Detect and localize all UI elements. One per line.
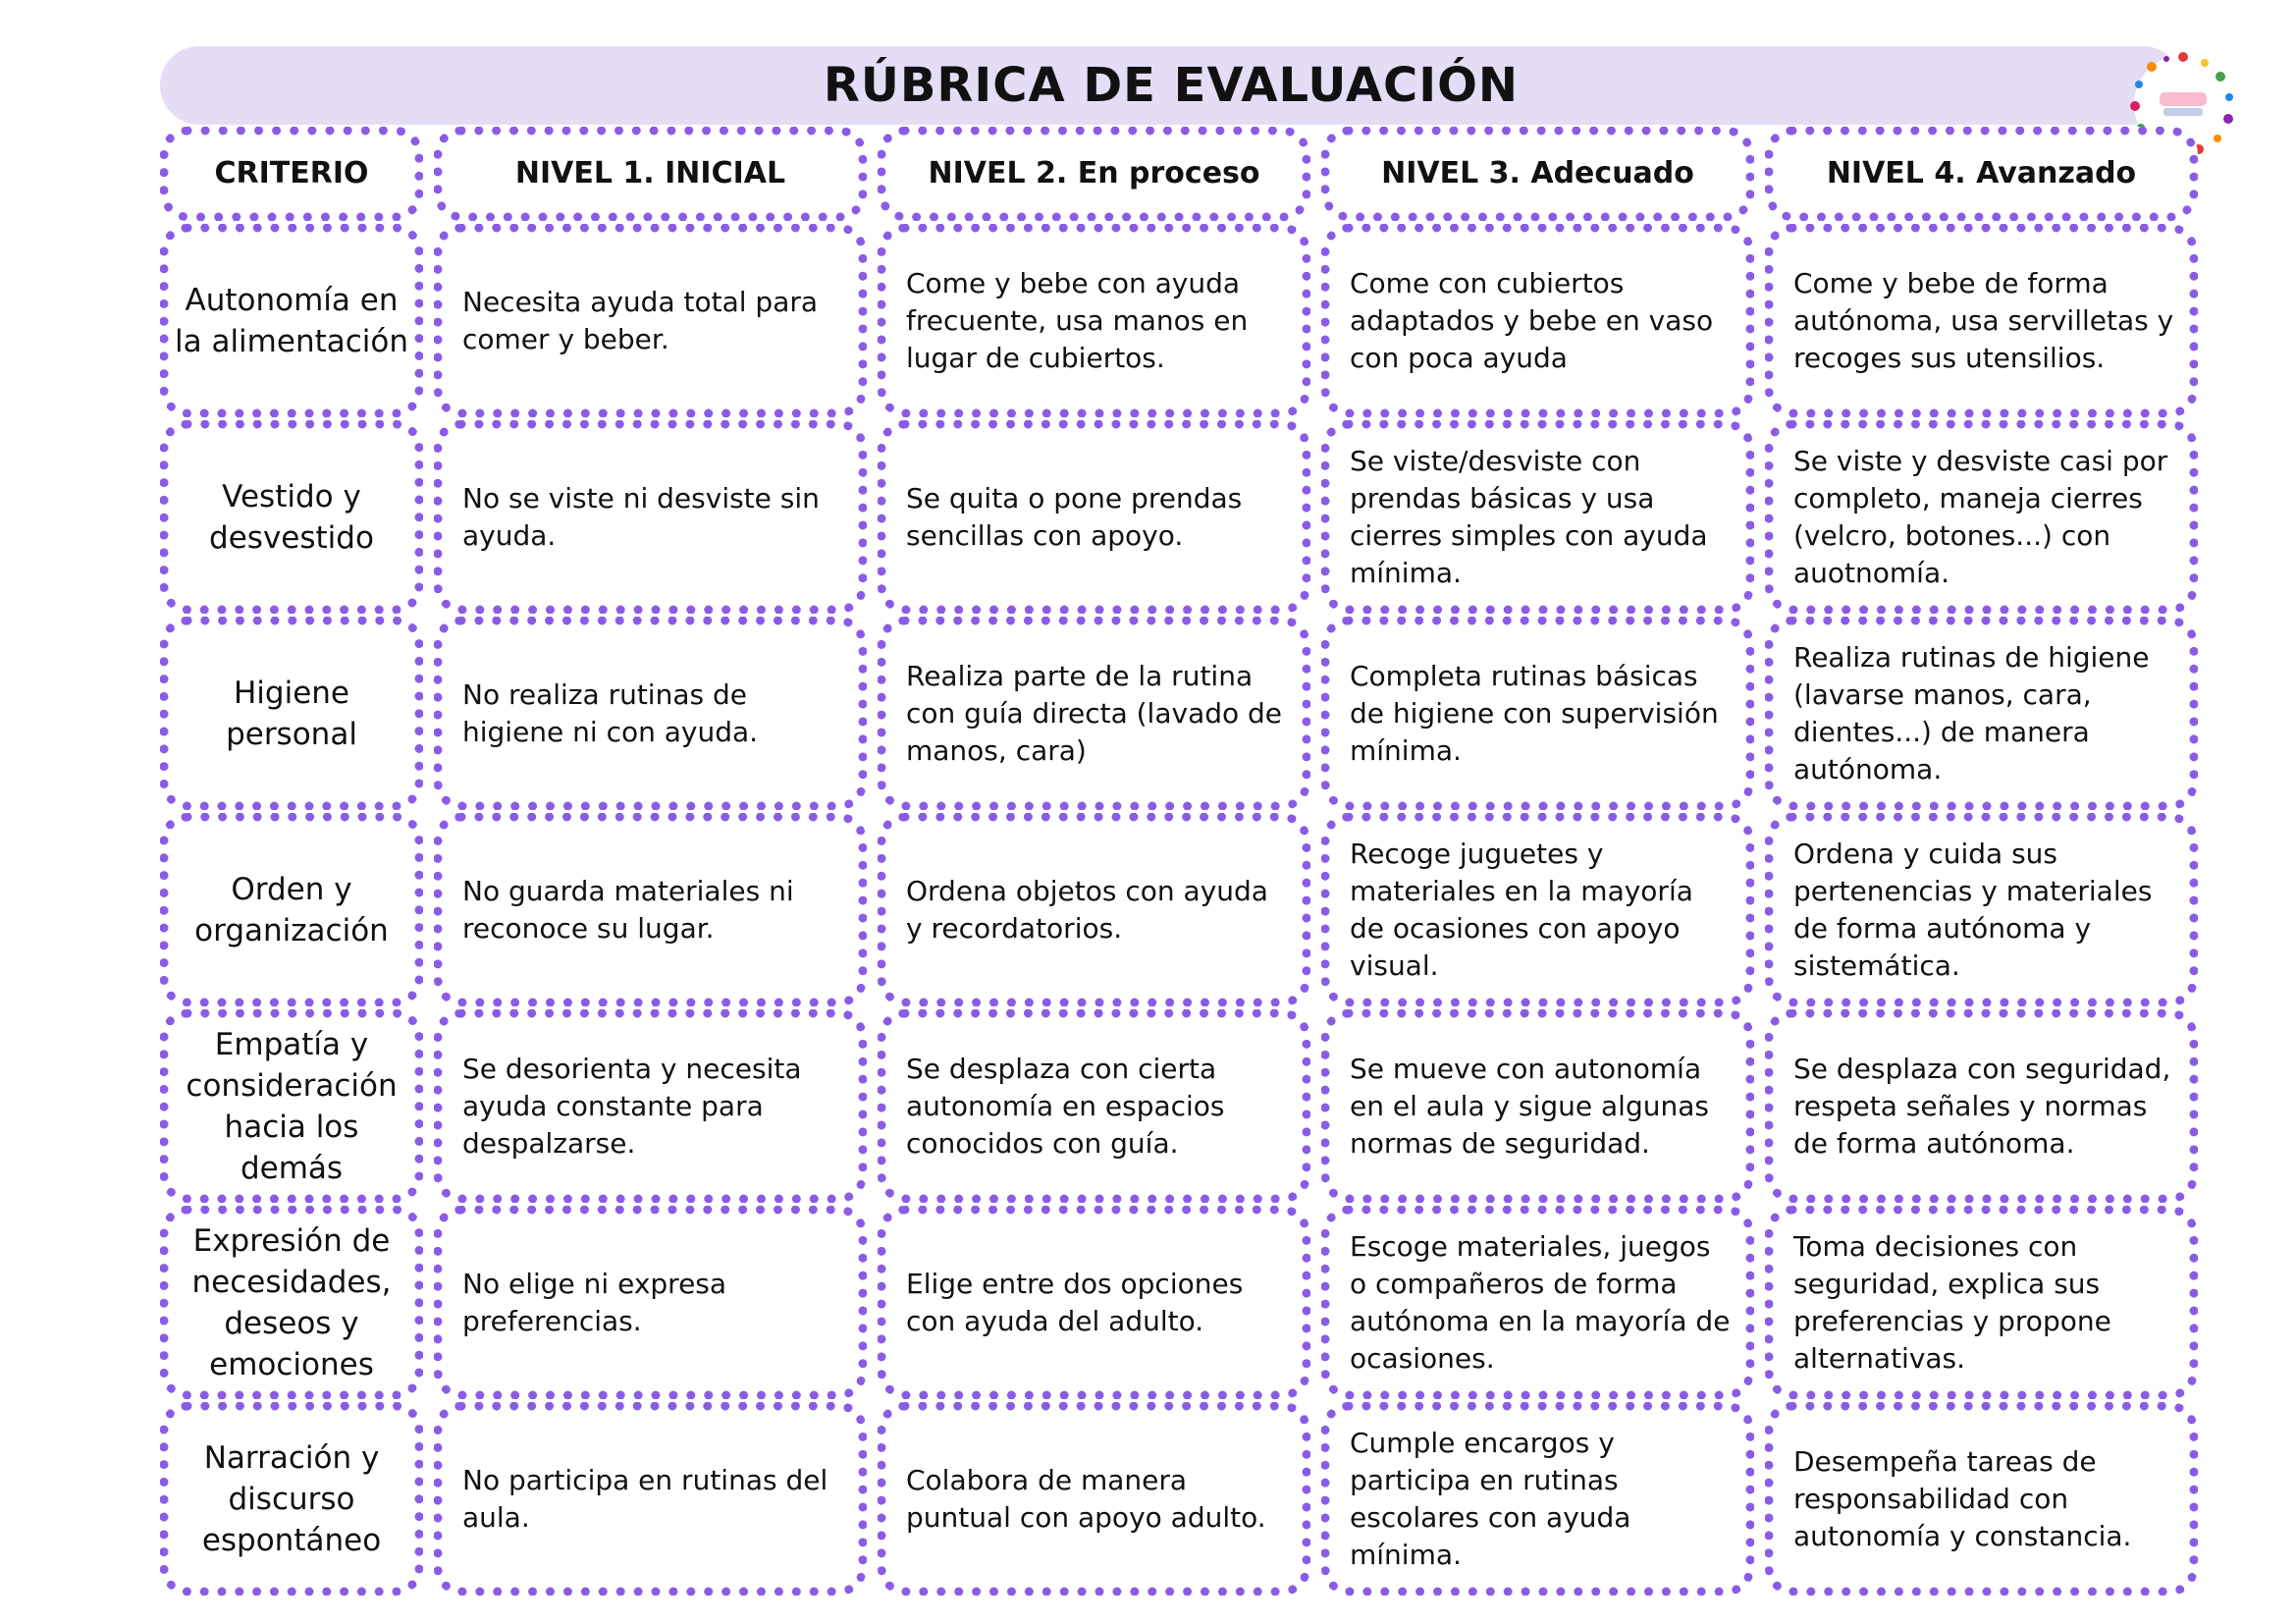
- nivel-3-cell: Come con cubiertos adaptados y bebe en vaso con poca ayuda: [1321, 224, 1754, 417]
- header-nivel-3: NIVEL 3. Adecuado: [1321, 127, 1754, 221]
- criterio-cell: Narración y discurso espontáneo: [160, 1402, 423, 1596]
- nivel-2-cell: Elige entre dos opciones con ayuda del adulto.: [878, 1206, 1310, 1399]
- header-criterio: CRITERIO: [160, 127, 423, 221]
- criterio-cell: Expresión de necesidades, deseos y emociones: [160, 1206, 423, 1399]
- nivel-2-cell: Ordena objetos con ayuda y recordatorios.: [878, 813, 1310, 1006]
- criterio-cell: Empatía y consideración hacia los demás: [160, 1009, 423, 1203]
- nivel-1-cell: No participa en rutinas del aula.: [434, 1402, 867, 1596]
- nivel-4-cell: Ordena y cuida sus pertenencias y materiales de forma autónoma y sistemática.: [1765, 813, 2198, 1006]
- criterio-cell: Higiene personal: [160, 617, 423, 810]
- header-nivel-4: NIVEL 4. Avanzado: [1765, 127, 2198, 221]
- title-bar: [160, 46, 2182, 125]
- nivel-3-cell: Escoge materiales, juegos o compañeros de forma autónoma en la mayoría de ocasiones.: [1321, 1206, 1754, 1399]
- rubric-table: [160, 127, 2197, 1590]
- criterio-cell: Orden y organización: [160, 813, 423, 1006]
- nivel-4-cell: Toma decisiones con seguridad, explica sus preferencias y propone alternativas.: [1765, 1206, 2198, 1399]
- nivel-1-cell: Necesita ayuda total para comer y beber.: [434, 224, 867, 417]
- criterio-cell: Autonomía en la alimentación: [160, 224, 423, 417]
- header-nivel-2: NIVEL 2. En proceso: [878, 127, 1310, 221]
- nivel-4-cell: Come y bebe de forma autónoma, usa servilletas y recoges sus utensilios.: [1765, 224, 2198, 417]
- nivel-3-cell: Completa rutinas básicas de higiene con supervisión mínima.: [1321, 617, 1754, 810]
- nivel-1-cell: No realiza rutinas de higiene ni con ayuda.: [434, 617, 867, 810]
- nivel-2-cell: Se desplaza con cierta autonomía en espacios conocidos con guía.: [878, 1009, 1310, 1203]
- nivel-4-cell: Se viste y desviste casi por completo, maneja cierres (velcro, botones...) con auotnomía.: [1765, 420, 2198, 614]
- nivel-3-cell: Cumple encargos y participa en rutinas escolares con ayuda mínima.: [1321, 1402, 1754, 1596]
- nivel-2-cell: Come y bebe con ayuda frecuente, usa manos en lugar de cubiertos.: [878, 224, 1310, 417]
- page-title: RÚBRICA DE EVALUACIÓN: [823, 58, 1520, 113]
- nivel-3-cell: Se mueve con autonomía en el aula y sigue algunas normas de seguridad.: [1321, 1009, 1754, 1203]
- nivel-2-cell: Realiza parte de la rutina con guía directa (lavado de manos, cara): [878, 617, 1310, 810]
- nivel-2-cell: Se quita o pone prendas sencillas con apoyo.: [878, 420, 1310, 614]
- nivel-1-cell: Se desorienta y necesita ayuda constante para despalzarse.: [434, 1009, 867, 1203]
- nivel-1-cell: No elige ni expresa preferencias.: [434, 1206, 867, 1399]
- nivel-2-cell: Colabora de manera puntual con apoyo adulto.: [878, 1402, 1310, 1596]
- nivel-3-cell: Se viste/desviste con prendas básicas y usa cierres simples con ayuda mínima.: [1321, 420, 1754, 614]
- nivel-1-cell: No guarda materiales ni reconoce su lugar.: [434, 813, 867, 1006]
- nivel-3-cell: Recoge juguetes y materiales en la mayoría de ocasiones con apoyo visual.: [1321, 813, 1754, 1006]
- header-nivel-1: NIVEL 1. INICIAL: [434, 127, 867, 221]
- nivel-4-cell: Desempeña tareas de responsabilidad con autonomía y constancia.: [1765, 1402, 2198, 1596]
- nivel-4-cell: Realiza rutinas de higiene (lavarse manos, cara, dientes...) de manera autónoma.: [1765, 617, 2198, 810]
- nivel-1-cell: No se viste ni desviste sin ayuda.: [434, 420, 867, 614]
- criterio-cell: Vestido y desvestido: [160, 420, 423, 614]
- nivel-4-cell: Se desplaza con seguridad, respeta señales y normas de forma autónoma.: [1765, 1009, 2198, 1203]
